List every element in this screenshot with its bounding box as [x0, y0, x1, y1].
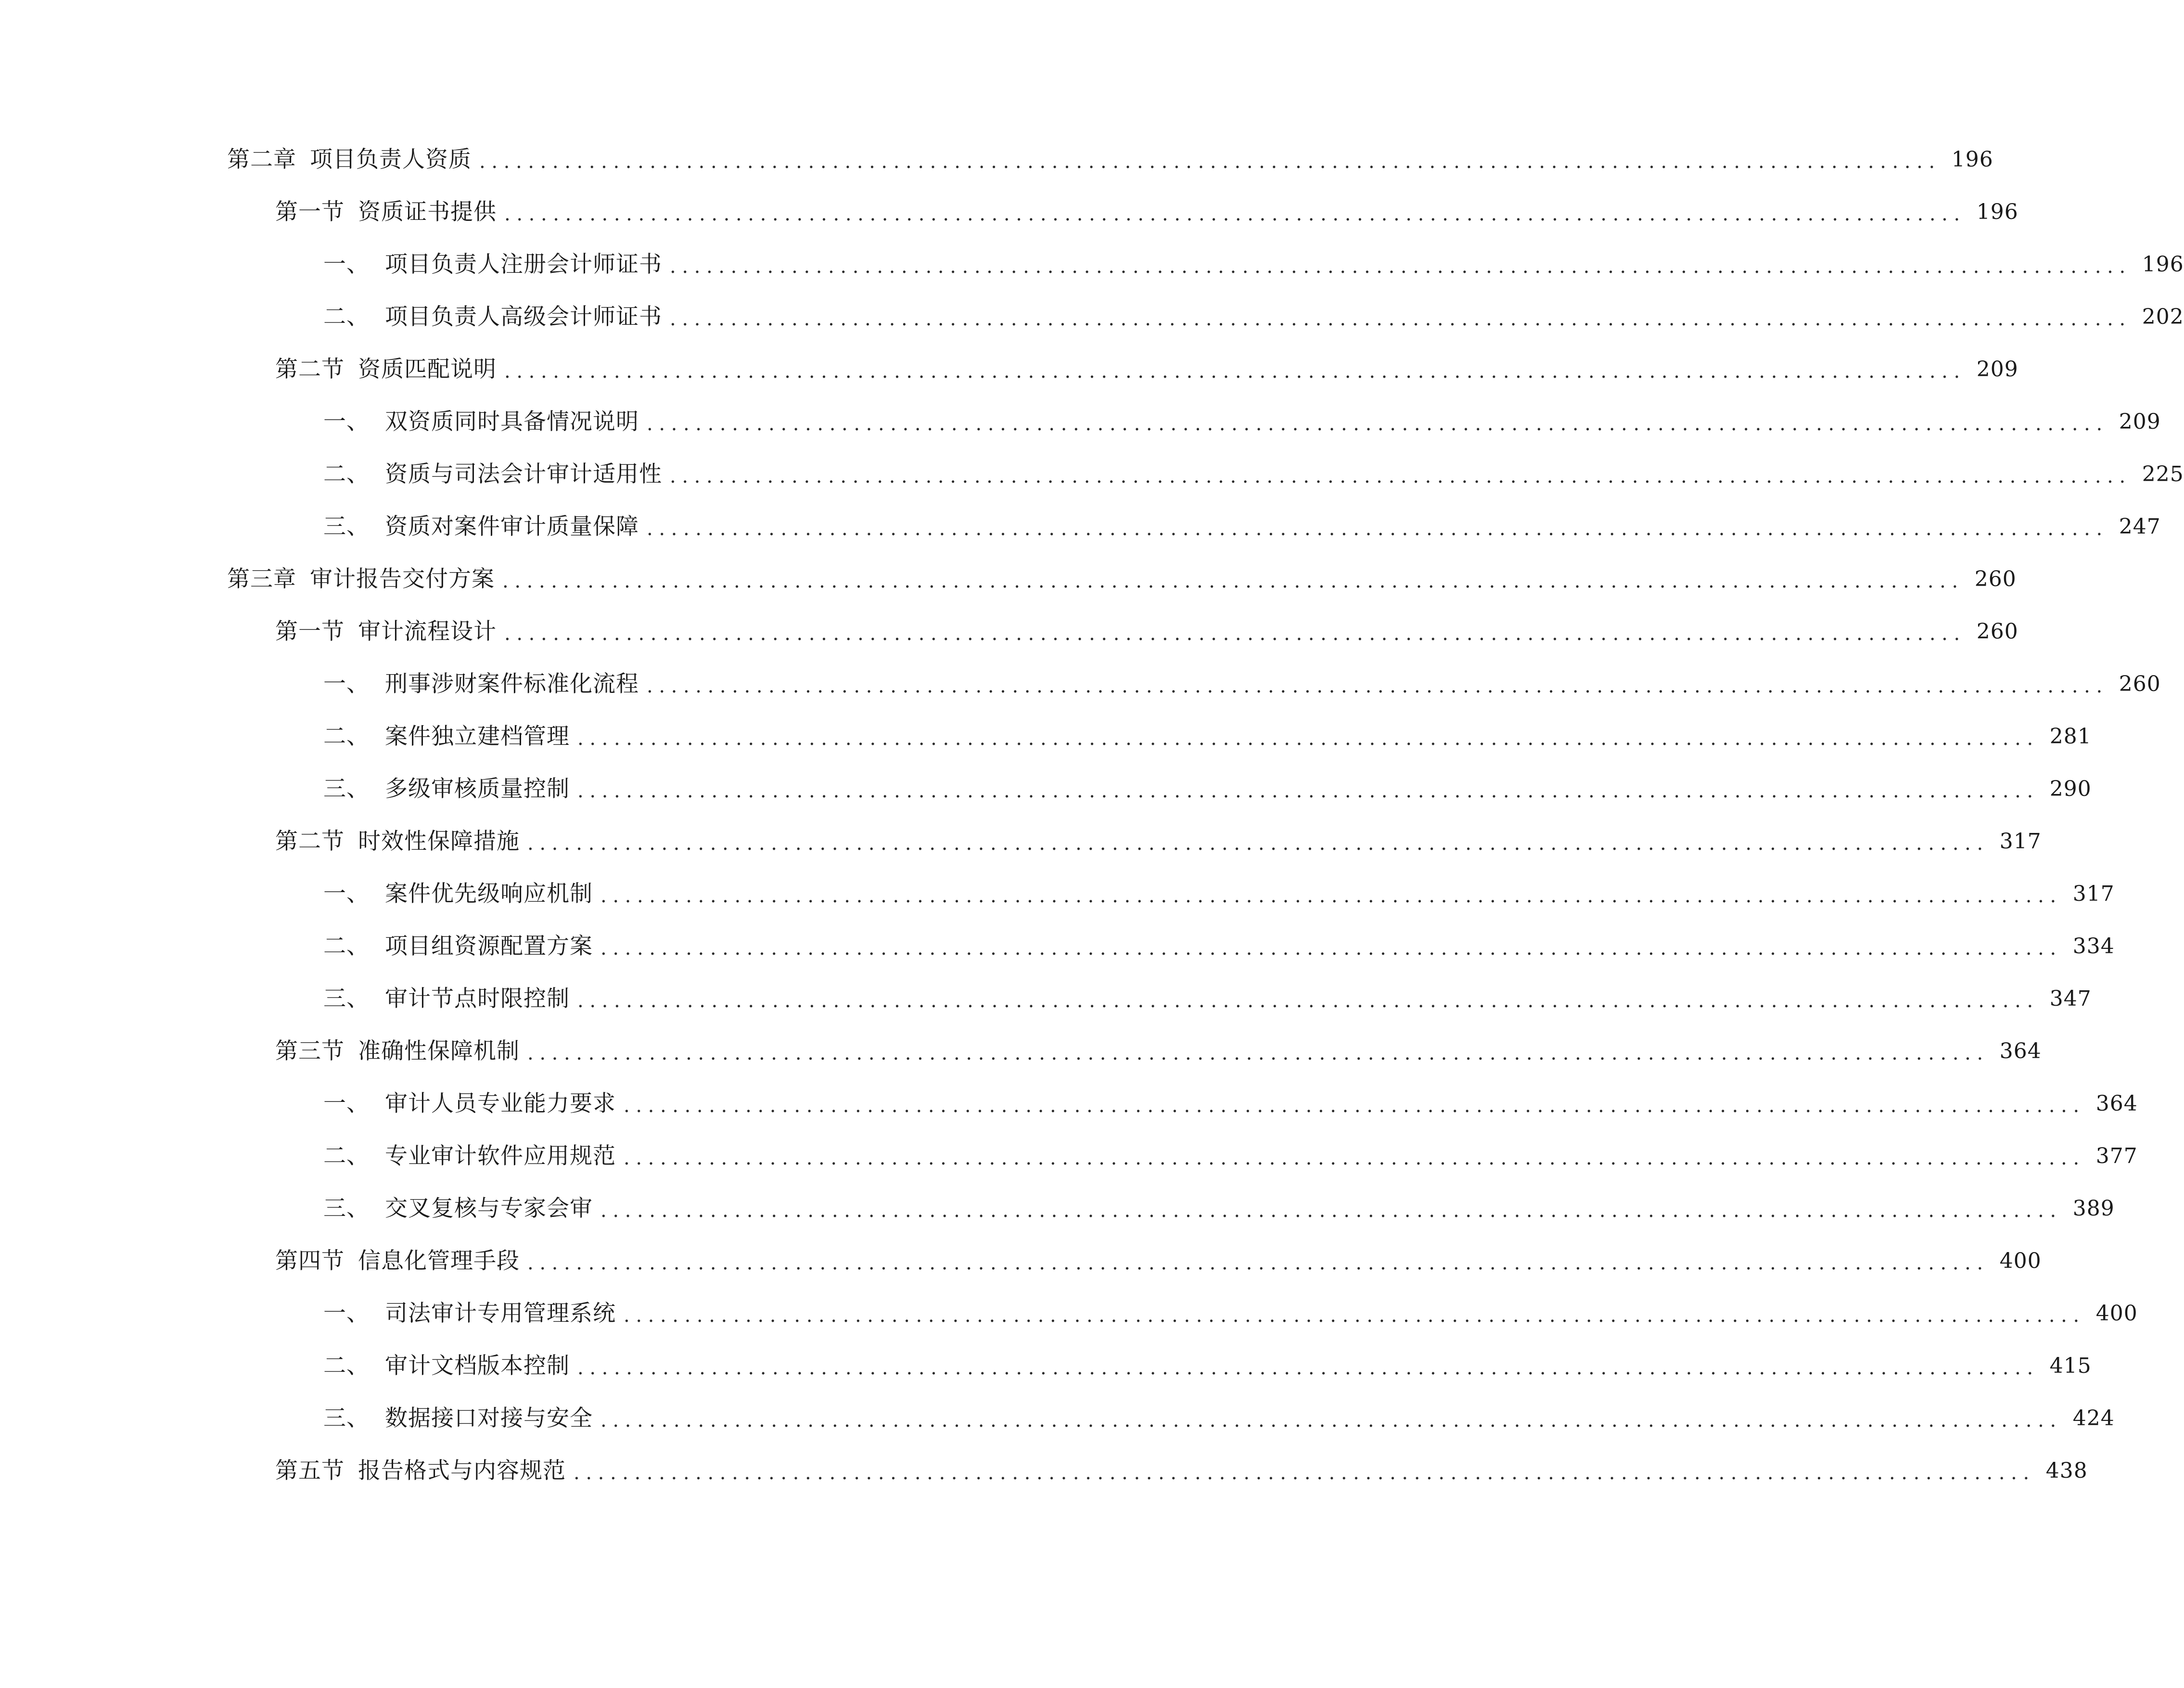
dot-leader: ........................................................................................................................: [670, 465, 2132, 487]
dot-leader: ........................................................................................................................: [479, 151, 1941, 173]
entry-page-number: 364: [2095, 1091, 2138, 1116]
entry-page-number: 290: [2049, 777, 2092, 801]
toc-entry-chapter[interactable]: [227, 560, 2017, 599]
entry-number: 一、: [323, 671, 370, 697]
entry-number: 三、: [323, 776, 370, 802]
dot-leader: ........................................................................................................................: [600, 1200, 2062, 1222]
entry-page-number: 377: [2095, 1144, 2138, 1168]
dot-leader: ........................................................................................................................: [527, 1042, 1989, 1064]
dot-leader: ........................................................................................................................: [647, 518, 2108, 540]
entry-number: 第三节: [275, 1038, 345, 1064]
toc-entry-subsection[interactable]: [323, 665, 2161, 703]
dot-leader: ........................................................................................................................: [670, 308, 2132, 330]
toc-entry-subsection[interactable]: [323, 508, 2161, 546]
entry-number: 二、: [323, 304, 370, 330]
entry-title: 刑事涉财案件标准化流程: [385, 671, 639, 697]
entry-number: 第一节: [275, 199, 345, 225]
entry-page-number: 424: [2072, 1406, 2115, 1431]
entry-title: 信息化管理手段: [358, 1248, 520, 1274]
dot-leader: ........................................................................................................................: [600, 937, 2062, 959]
entry-page-number: 196: [1976, 200, 2018, 224]
entry-title: 审计节点时限控制: [385, 985, 570, 1012]
entry-number: 第三章: [227, 566, 296, 592]
entry-number: 第二节: [275, 828, 345, 855]
dot-leader: ........................................................................................................................: [600, 885, 2062, 907]
entry-page-number: 196: [2142, 252, 2184, 277]
dot-leader: ........................................................................................................................: [577, 780, 2039, 802]
entry-number: 三、: [323, 513, 370, 540]
entry-number: 三、: [323, 985, 370, 1012]
entry-number: 一、: [323, 881, 370, 907]
toc-entry-subsection[interactable]: [323, 1137, 2138, 1176]
dot-leader: ........................................................................................................................: [624, 1095, 2085, 1117]
dot-leader: ........................................................................................................................: [502, 570, 1964, 592]
dot-leader: ........................................................................................................................: [504, 623, 1966, 645]
entry-title: 审计文档版本控制: [385, 1353, 570, 1379]
dot-leader: ........................................................................................................................: [577, 728, 2039, 750]
toc-entry-subsection[interactable]: [323, 927, 2115, 966]
entry-page-number: 209: [1976, 357, 2018, 382]
entry-title: 审计报告交付方案: [310, 566, 495, 592]
entry-title: 司法审计专用管理系统: [385, 1300, 616, 1327]
toc-entry-subsection[interactable]: [323, 298, 2184, 336]
toc-entry-subsection[interactable]: [323, 455, 2184, 494]
entry-title: 资质匹配说明: [358, 356, 497, 383]
entry-number: 第五节: [275, 1458, 345, 1484]
toc-entry-section[interactable]: [275, 1452, 2088, 1490]
dot-leader: ........................................................................................................................: [624, 1147, 2085, 1169]
dot-leader: ........................................................................................................................: [574, 1462, 2035, 1484]
dot-leader: ........................................................................................................................: [577, 1357, 2039, 1379]
entry-number: 二、: [323, 1143, 370, 1169]
toc-entry-subsection[interactable]: [323, 1294, 2138, 1333]
entry-number: 一、: [323, 1090, 370, 1117]
entry-page-number: 281: [2049, 724, 2092, 749]
toc-entry-subsection[interactable]: [323, 1085, 2138, 1123]
entry-page-number: 260: [1974, 567, 2017, 591]
entry-title: 准确性保障机制: [358, 1038, 520, 1064]
entry-page-number: 196: [1951, 147, 1993, 172]
entry-page-number: 317: [2072, 882, 2115, 906]
toc-entry-section[interactable]: [275, 822, 2042, 861]
toc-entry-subsection[interactable]: [323, 980, 2092, 1018]
entry-title: 资质证书提供: [358, 199, 497, 225]
toc-entry-subsection[interactable]: [323, 770, 2092, 808]
entry-title: 案件优先级响应机制: [385, 881, 593, 907]
toc-entry-chapter[interactable]: [227, 141, 1993, 179]
entry-title: 数据接口对接与安全: [385, 1405, 593, 1432]
entry-number: 二、: [323, 1353, 370, 1379]
entry-title: 专业审计软件应用规范: [385, 1143, 616, 1169]
entry-number: 一、: [323, 409, 370, 435]
toc-entry-subsection[interactable]: [323, 717, 2092, 756]
entry-page-number: 317: [1999, 829, 2042, 854]
entry-page-number: 209: [2119, 409, 2161, 434]
entry-number: 一、: [323, 1300, 370, 1327]
dot-leader: ........................................................................................................................: [647, 675, 2108, 697]
entry-title: 审计人员专业能力要求: [385, 1090, 616, 1117]
dot-leader: ........................................................................................................................: [527, 832, 1989, 855]
dot-leader: ........................................................................................................................: [647, 413, 2108, 435]
dot-leader: ........................................................................................................................: [577, 990, 2039, 1012]
entry-page-number: 334: [2072, 934, 2115, 959]
dot-leader: ........................................................................................................................: [600, 1409, 2062, 1432]
entry-title: 多级审核质量控制: [385, 776, 570, 802]
toc-entry-subsection[interactable]: [323, 1399, 2115, 1438]
entry-title: 时效性保障措施: [358, 828, 520, 855]
entry-number: 第二节: [275, 356, 345, 383]
toc-entry-subsection[interactable]: [323, 1189, 2115, 1228]
entry-page-number: 415: [2049, 1354, 2092, 1378]
entry-number: 第一节: [275, 618, 345, 645]
toc-entry-subsection[interactable]: [323, 403, 2161, 441]
entry-page-number: 400: [2095, 1301, 2138, 1326]
entry-number: 二、: [323, 933, 370, 959]
dot-leader: ........................................................................................................................: [624, 1304, 2085, 1327]
entry-page-number: 364: [1999, 1039, 2042, 1063]
entry-title: 项目负责人资质: [310, 146, 472, 173]
entry-number: 三、: [323, 1405, 370, 1432]
entry-number: 三、: [323, 1195, 370, 1222]
toc-entry-subsection[interactable]: [323, 245, 2184, 284]
toc-entry-section[interactable]: [275, 1032, 2042, 1071]
entry-title: 报告格式与内容规范: [358, 1458, 566, 1484]
toc-entry-subsection[interactable]: [323, 1347, 2092, 1385]
entry-page-number: 260: [1976, 619, 2018, 644]
entry-title: 资质与司法会计审计适用性: [385, 461, 662, 487]
entry-title: 交叉复核与专家会审: [385, 1195, 593, 1222]
entry-title: 项目负责人高级会计师证书: [385, 304, 662, 330]
dot-leader: ........................................................................................................................: [504, 360, 1966, 383]
entry-number: 第二章: [227, 146, 296, 173]
entry-page-number: 247: [2119, 514, 2161, 539]
entry-number: 二、: [323, 461, 370, 487]
toc-entry-subsection[interactable]: [323, 875, 2115, 913]
entry-number: 第四节: [275, 1248, 345, 1274]
toc-entry-section[interactable]: [275, 350, 2018, 389]
entry-page-number: 400: [1999, 1249, 2042, 1273]
entry-page-number: 389: [2072, 1196, 2115, 1221]
entry-title: 审计流程设计: [358, 618, 497, 645]
toc-entry-section[interactable]: [275, 1242, 2042, 1280]
entry-page-number: 202: [2142, 305, 2184, 329]
entry-page-number: 225: [2142, 462, 2184, 486]
toc-entry-section[interactable]: [275, 613, 2018, 651]
entry-page-number: 347: [2049, 986, 2092, 1011]
entry-number: 二、: [323, 723, 370, 750]
entry-number: 一、: [323, 251, 370, 278]
entry-title: 项目组资源配置方案: [385, 933, 593, 959]
dot-leader: ........................................................................................................................: [504, 203, 1966, 225]
dot-leader: ........................................................................................................................: [527, 1252, 1989, 1274]
entry-title: 资质对案件审计质量保障: [385, 513, 639, 540]
entry-title: 项目负责人注册会计师证书: [385, 251, 662, 278]
dot-leader: ........................................................................................................................: [670, 256, 2132, 278]
toc-entry-section[interactable]: [275, 193, 2018, 231]
entry-title: 案件独立建档管理: [385, 723, 570, 750]
entry-page-number: 260: [2119, 672, 2161, 696]
entry-title: 双资质同时具备情况说明: [385, 409, 639, 435]
entry-page-number: 438: [2045, 1458, 2088, 1483]
